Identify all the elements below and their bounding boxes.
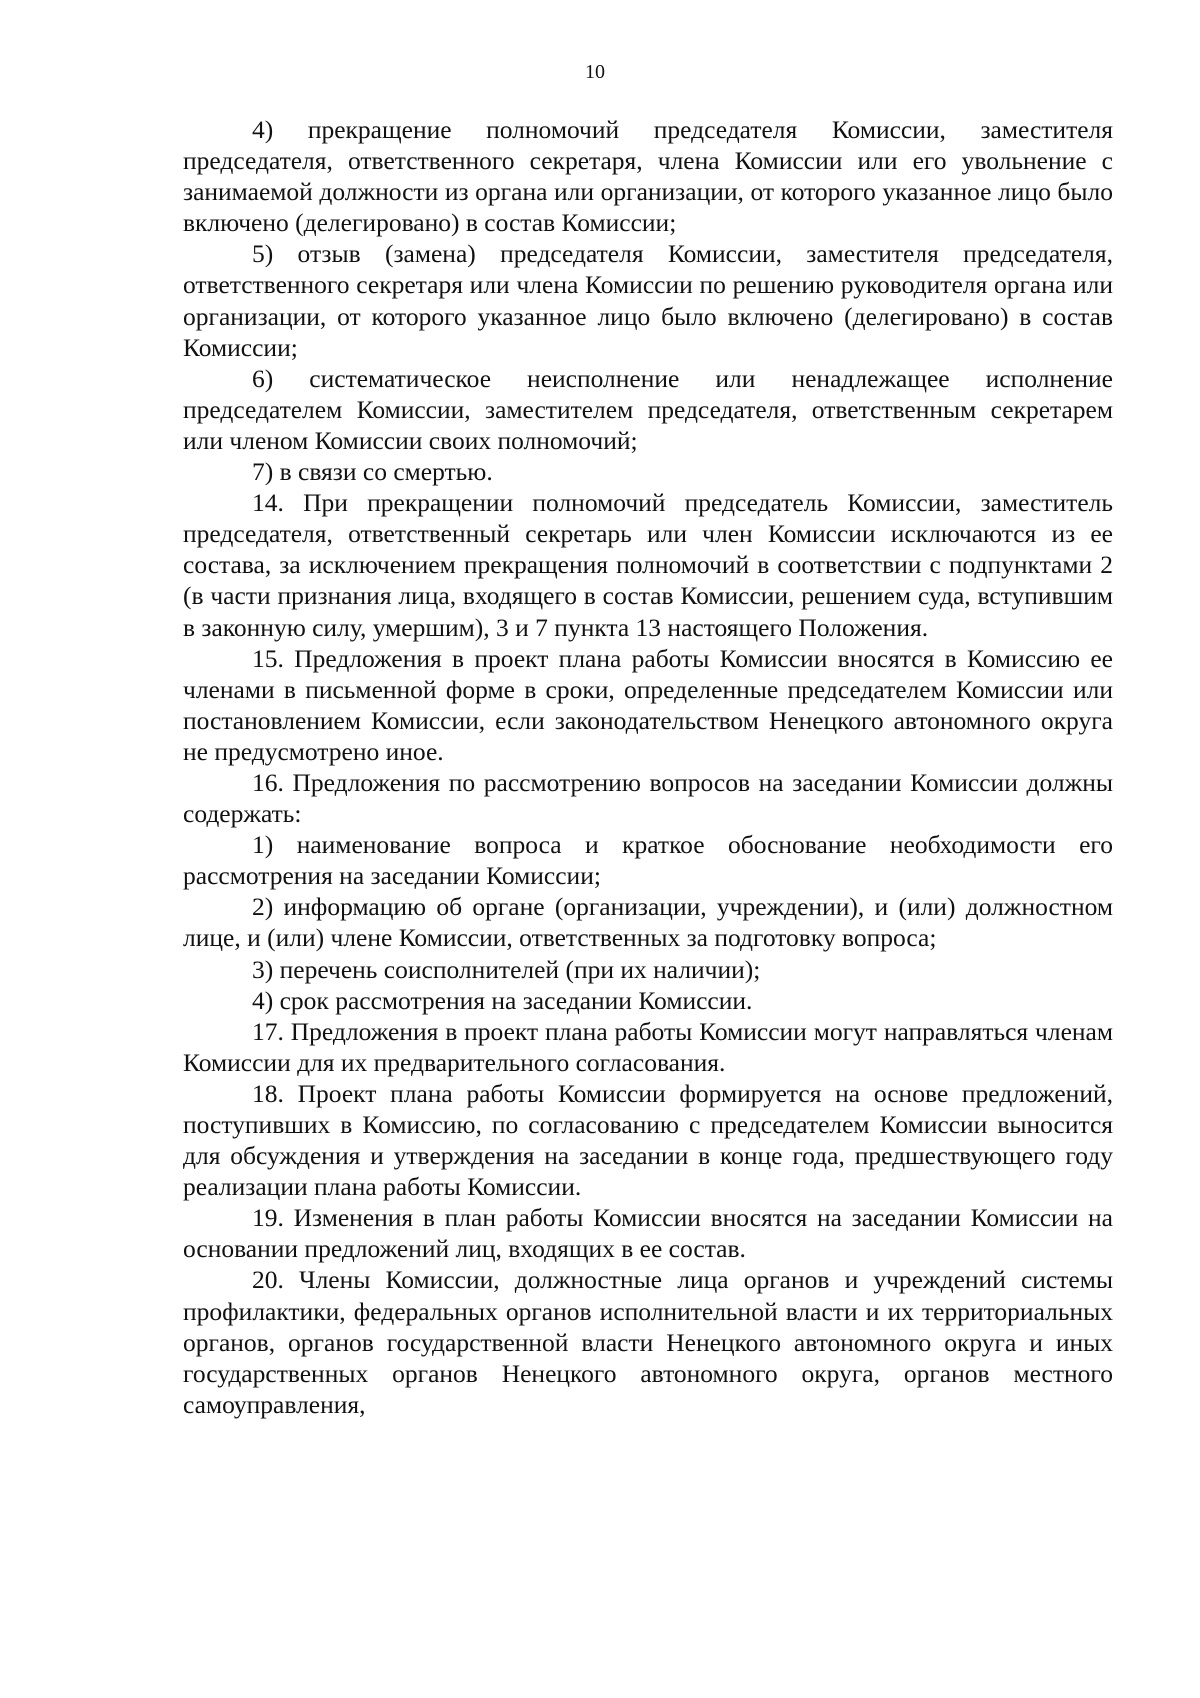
paragraph-clause-16: 16. Предложения по рассмотрению вопросов на заседании Комиссии должны содержать: xyxy=(183,767,1113,829)
paragraph-clause-19: 19. Изменения в план работы Комиссии вносятся на заседании Комиссии на основании предложений лиц, входящих в ее состав. xyxy=(183,1203,1113,1264)
paragraph-clause-20: 20. Члены Комиссии, должностные лица органов и учреждений системы профилактики, федеральных органов исполнительной власти и их территориальных органов, органов государственной власти Ненецкого автономного округа и иных государственных органов Ненецкого автономного округа, органов местного самоуправления, xyxy=(183,1265,1113,1419)
paragraph-termination-item-5: 5) отзыв (замена) председателя Комиссии, заместителя председателя, ответственного секретаря или члена Комиссии по решению руководителя органа или организации, от которого указанное лицо было включено (делегировано) в состав Комиссии; xyxy=(183,239,1113,362)
paragraph-clause-18: 18. Проект плана работы Комиссии формируется на основе предложений, поступивших в Комиссию, по согласованию с председателем Комиссии выносится для обсуждения и утверждения на заседании в конце года, предшествующего году реализации плана работы Комиссии. xyxy=(183,1078,1113,1202)
paragraph-clause-17: 17. Предложения в проект плана работы Комиссии могут направляться членам Комиссии для их предварительного согласования. xyxy=(183,1016,1113,1077)
paragraph-clause-15: 15. Предложения в проект плана работы Комиссии вносятся в Комиссию ее членами в письменной форме в сроки, определенные председателем Комиссии или постановлением Комиссии, если законодательством Ненецкого автономного округа не предусмотрено иное. xyxy=(183,643,1113,766)
paragraph-termination-item-6: 6) систематическое неисполнение или ненадлежащее исполнение председателем Комиссии, заместителем председателя, ответственным секретарем или членом Комиссии своих полномочий; xyxy=(183,363,1113,455)
paragraph-proposal-item-1: 1) наименование вопроса и краткое обоснование необходимости его рассмотрения на заседании Комиссии; xyxy=(183,830,1113,891)
document-body xyxy=(183,114,1113,1420)
paragraph-termination-item-7: 7) в связи со смертью. xyxy=(252,457,493,487)
page-number: 10 xyxy=(585,61,605,83)
paragraph-clause-14: 14. При прекращении полномочий председатель Комиссии, заместитель председателя, ответственный секретарь или член Комиссии исключаются из ее состава, за исключением прекращения полномочий в соответствии с подпунктами 2 (в части признания лица, входящего в состав Комиссии, решением суда, вступившим в законную силу, умершим), 3 и 7 пункта 13 настоящего Положения. xyxy=(183,488,1113,642)
paragraph-proposal-item-4: 4) срок рассмотрения на заседании Комиссии. xyxy=(252,985,753,1015)
paragraph-proposal-item-2: 2) информацию об органе (организации, учреждении), и (или) должностном лице, и (или) члене Комиссии, ответственных за подготовку вопроса; xyxy=(183,892,1113,953)
paragraph-termination-item-4: 4) прекращение полномочий председателя Комиссии, заместителя председателя, ответственного секретаря, члена Комиссии или его увольнение с занимаемой должности из органа или организации, от которого указанное лицо было включено (делегировано) в состав Комиссии; xyxy=(183,115,1113,238)
paragraph-proposal-item-3: 3) перечень соисполнителей (при их наличии); xyxy=(252,954,761,984)
